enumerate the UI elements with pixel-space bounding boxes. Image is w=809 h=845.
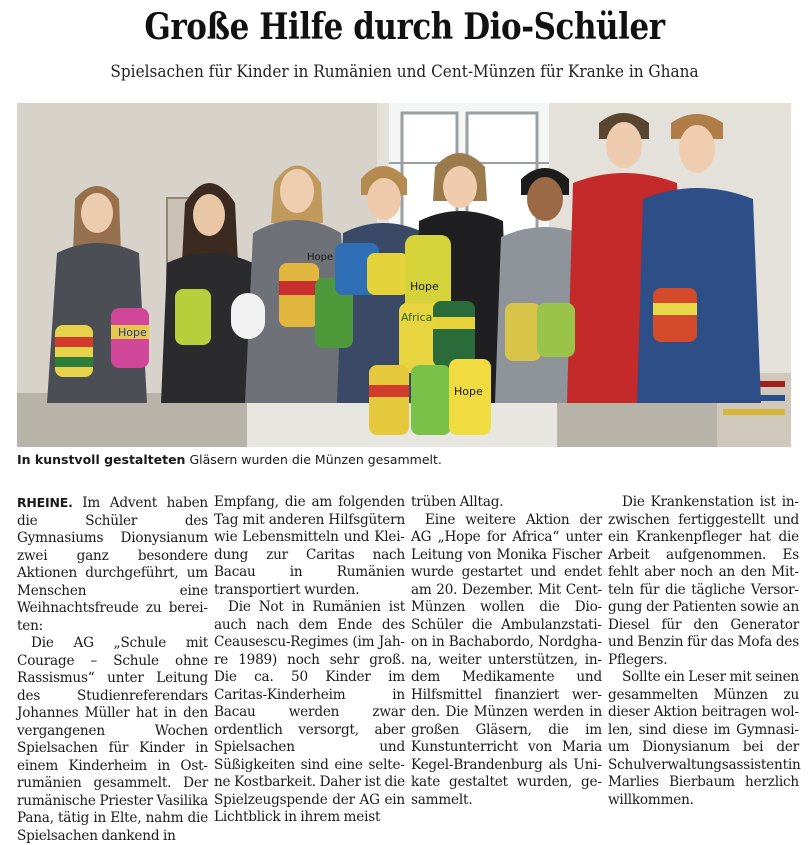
jar-label-hope-2: Hope bbox=[410, 280, 439, 293]
jar-label-africa: Africa bbox=[401, 311, 433, 324]
paragraph: Sollte ein Leser mit seinen gesammelten Münzen zu dieser Aktion beitragen wollen, sind diese im Gymnasium Dionysianum bei der Schulverwaltungsassistentin Marlies Bierbaum herzlich willkommen. bbox=[608, 669, 801, 808]
jar-label-hope-3: Hope bbox=[454, 385, 483, 398]
jar-label-hope-4: Hope bbox=[307, 252, 334, 263]
caption-lead: In kunstvoll gestalteten bbox=[17, 452, 186, 467]
paragraph-text: Im Advent haben die Schüler des Gymnasiums Dionysianum zwei ganz besondere Aktionen durchgeführt, um Menschen eine Weihnachtsfreude zu bereiten: bbox=[17, 495, 208, 634]
caption-text: Gläsern wurden die Münzen gesammelt. bbox=[189, 452, 442, 467]
paragraph: Eine weitere Aktion der AG „Hope for Africa“ unter Leitung von Monika Fischer wurde gestartet und endet am 20. Dezember. Mit Cent-Münzen wollen die Dio-Schüler die Ambulanzstation in Bachabordo, Nordghana, weiter unterstützen, indem Medikamente und Hilfsmittel finanziert werden. Die Münzen werden in großen Gläsern, die im Kunstunterricht von Maria Kegel-Brandenburg als Unikate gestaltet wurden, gesammelt. bbox=[411, 511, 602, 808]
article-body bbox=[17, 494, 801, 844]
column-1 bbox=[17, 494, 208, 844]
paragraph: Empfang, die am folgenden Tag mit anderen Hilfsgütern wie Lebensmitteln und Kleidung zur Caritas nach Bacau in Rumänien transportiert wurden. bbox=[214, 494, 405, 598]
paragraph: Die Krankenstation ist inzwischen fertiggestellt und ein Krankenpfleger hat die Arbeit aufgenommen. Es fehlt aber noch an den Mitteln für die tägliche Versorgung der Patienten sowie an Diesel für den Generator und Benzin für das Mofa des Pflegers. bbox=[608, 494, 799, 668]
column-3 bbox=[411, 494, 602, 808]
subheadline: Spielsachen für Kinder in Rumänien und Cent-Münzen für Kranke in Ghana bbox=[110, 62, 699, 82]
photo-caption bbox=[17, 452, 791, 467]
paragraph: Die Not in Rumänien ist auch nach dem Ende des Ceausescu-Regimes (im Jahre 1989) noch sehr groß. Die ca. 50 Kinder im Caritas-Kinderheim in Bacau werden zwar ordentlich versorgt, aber Spielsachen und Süßigkeiten sind eine seltene Kostbarkeit. Daher ist die Spielzeugspende der AG ein Lichtblick in ihrem meist bbox=[214, 599, 405, 825]
dateline: RHEINE. bbox=[17, 495, 73, 510]
column-2 bbox=[214, 494, 405, 825]
paragraph: Die AG „Schule mit Courage – Schule ohne Rassismus“ unter Leitung des Studienreferendars Johannes Müller hat in den vergangenen Wochen Spielsachen für Kinder in einem Kinderheim in Ostrumänien gesammelt. Der rumänische Priester Vasilika Pana, tätig in Elte, nahm die Spielsachen dankend in bbox=[17, 635, 208, 844]
jar-label-hope-1: Hope bbox=[118, 326, 147, 339]
headline: Große Hilfe durch Dio-Schüler bbox=[144, 6, 665, 48]
article-photo bbox=[17, 103, 791, 447]
column-4 bbox=[608, 494, 801, 808]
paragraph: trüben Alltag. bbox=[411, 494, 504, 510]
paragraph bbox=[17, 494, 208, 635]
